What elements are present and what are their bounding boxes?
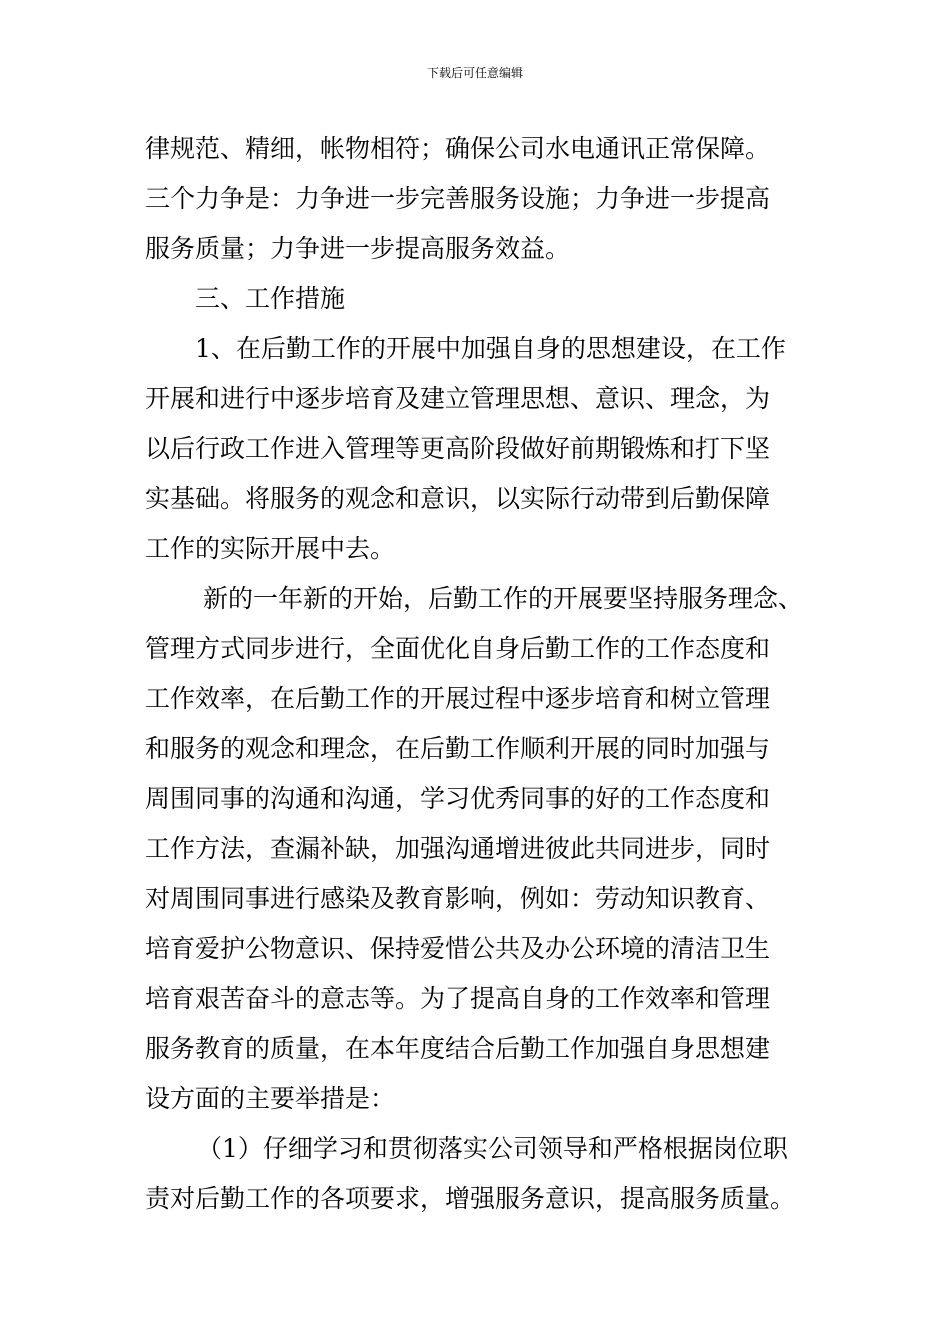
text-line: 实基础。将服务的观念和意识，以实际行动带到后勤保障 bbox=[145, 484, 771, 513]
paragraph-start: 新的一年新的开始，后勤工作的开展要坚持服务理念、 bbox=[203, 584, 804, 613]
text-line: 三个力争是：力争进一步完善服务设施；力争进一步提高 bbox=[145, 184, 771, 213]
text-line: 工作的实际开展中去。 bbox=[145, 534, 396, 563]
paragraph-start: （1）仔细学习和贯彻落实公司领导和严格根据岗位职 bbox=[197, 1134, 788, 1163]
text-line: 培育爱护公物意识、保持爱惜公共及办公环境的清洁卫生 bbox=[145, 934, 771, 963]
document-body bbox=[145, 124, 825, 1224]
text-line: 设方面的主要举措是： bbox=[145, 1084, 396, 1113]
text-line: 和服务的观念和理念，在后勤工作顺利开展的同时加强与 bbox=[145, 734, 771, 763]
text-line: 服务教育的质量，在本年度结合后勤工作加强自身思想建 bbox=[145, 1034, 771, 1063]
text-line: 开展和进行中逐步培育及建立管理思想、意识、理念，为 bbox=[145, 384, 771, 413]
text-line: 对周围同事进行感染及教育影响，例如：劳动知识教育、 bbox=[145, 884, 771, 913]
text-line: 责对后勤工作的各项要求，增强服务意识，提高服务质量。 bbox=[145, 1184, 796, 1213]
text-line: 工作方法，查漏补缺，加强沟通增进彼此共同进步，同时 bbox=[145, 834, 771, 863]
text-line: 管理方式同步进行，全面优化自身后勤工作的工作态度和 bbox=[145, 634, 771, 663]
text-line: 工作效率，在后勤工作的开展过程中逐步培育和树立管理 bbox=[145, 684, 771, 713]
section-heading: 三、工作措施 bbox=[195, 284, 346, 313]
text-line: 服务质量；力争进一步提高服务效益。 bbox=[145, 234, 571, 263]
text-line: 律规范、精细，帐物相符；确保公司水电通讯正常保障。 bbox=[145, 134, 771, 163]
page-header-note: 下载后可任意编辑 bbox=[426, 66, 523, 80]
text-line: 周围同事的沟通和沟通，学习优秀同事的好的工作态度和 bbox=[145, 784, 771, 813]
text-line: 以后行政工作进入管理等更高阶段做好前期锻炼和打下坚 bbox=[145, 434, 771, 463]
paragraph-start: 1、在后勤工作的开展中加强自身的思想建设，在工作 bbox=[195, 334, 786, 363]
text-line: 培育艰苦奋斗的意志等。为了提高自身的工作效率和管理 bbox=[145, 984, 771, 1013]
